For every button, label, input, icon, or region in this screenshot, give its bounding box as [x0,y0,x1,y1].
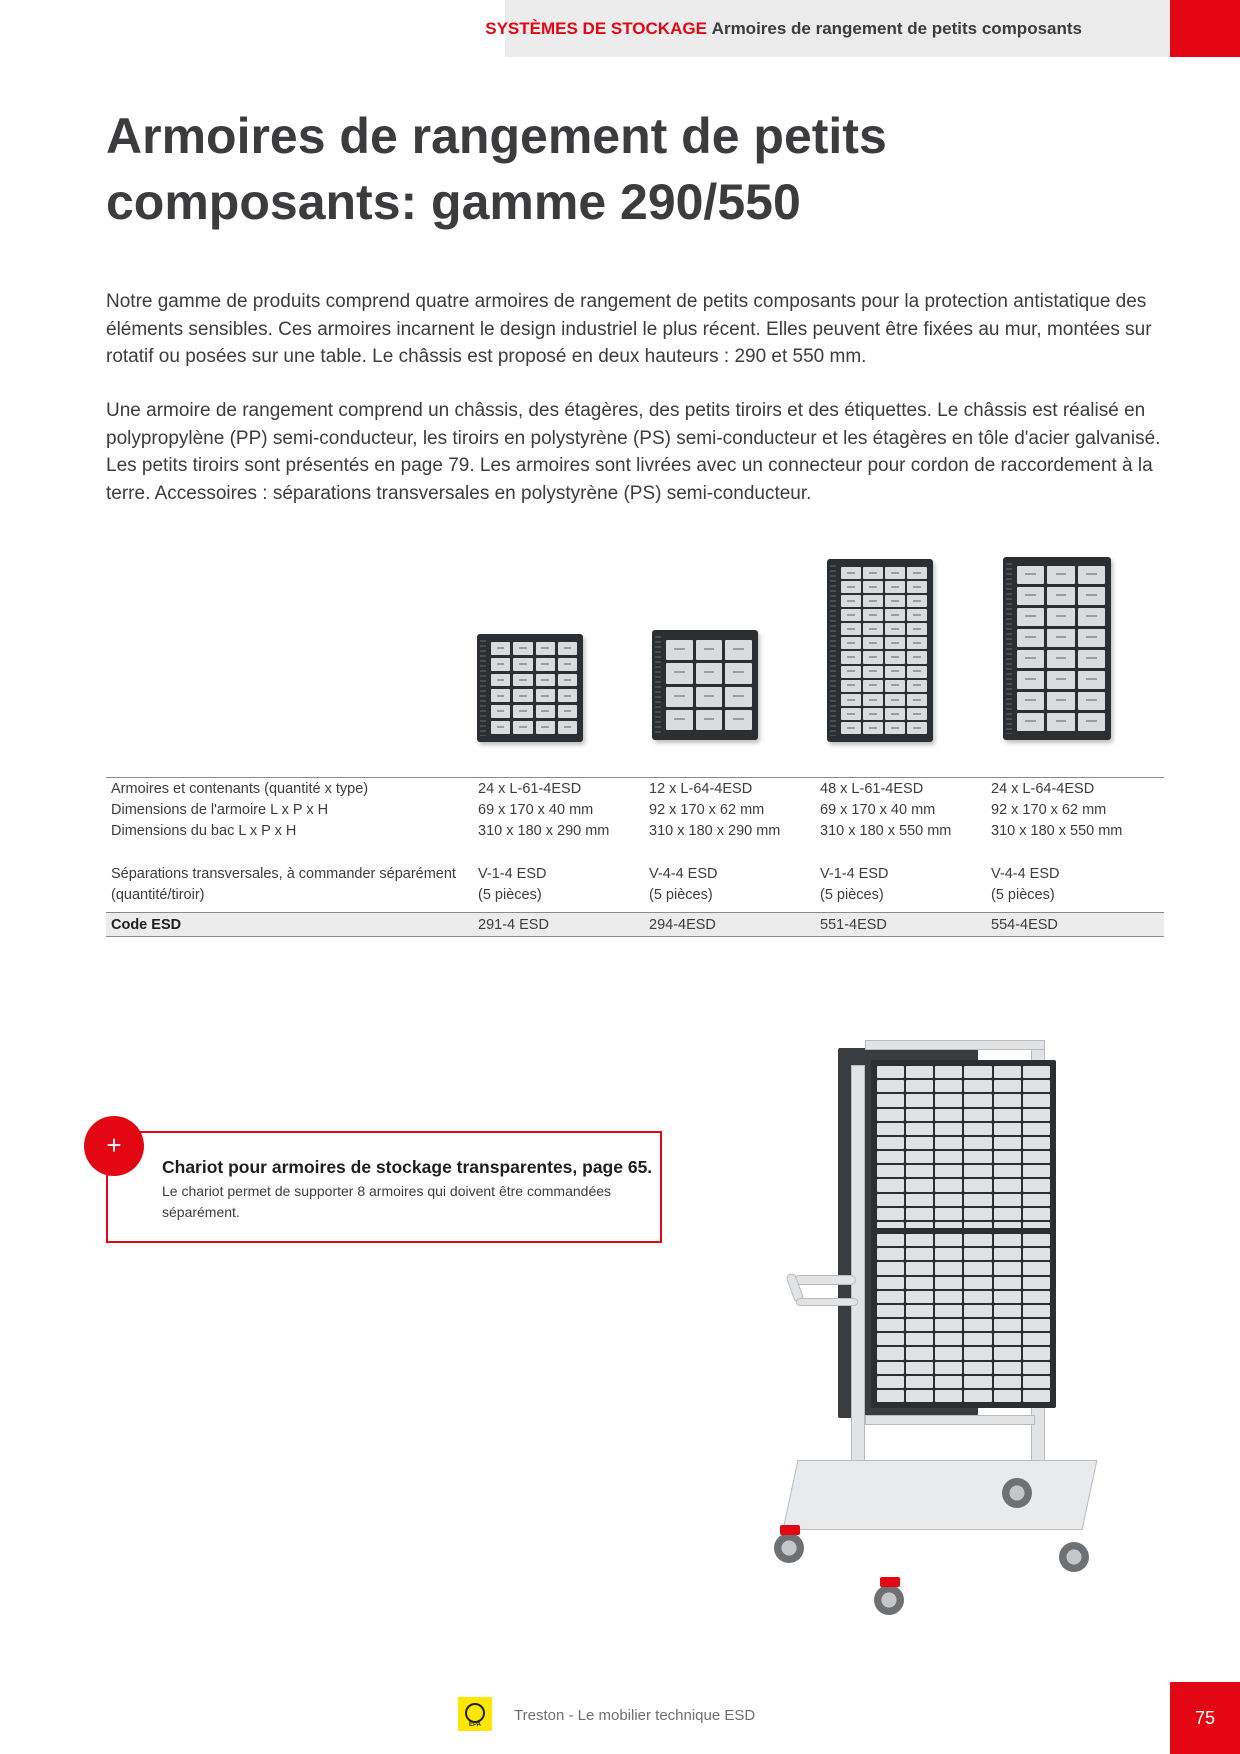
cell-divider-qty: (5 pièces) [478,887,542,903]
plus-icon: + [84,1116,144,1176]
cell-divider: V-4-4 ESD [649,866,718,882]
cabinet-image-294 [652,630,758,740]
cell-cabinet-dims: 69 x 170 x 40 mm [820,802,936,818]
cell-divider: V-1-4 ESD [820,866,889,882]
table-row [106,885,1164,906]
header-band [485,0,1170,57]
cell-divider: V-4-4 ESD [991,866,1060,882]
header-red-tab [1170,0,1240,57]
cell-cabinet-dims: 69 x 170 x 40 mm [478,802,594,818]
esd-logo-label: EPA [469,1722,481,1728]
description-paragraph: Une armoire de rangement comprend un châssis, des étagères, des petits tiroirs et des étiquettes. Le châssis est réalisé en polypropylène (PP) semi-conducteur, les tiroirs en polystyrène (PS) semi-conducteur et les étagères en tôle d'acier galvanisé. Les petits tiroirs sont présentés en page 79. Les armoires sont livrées avec un connecteur pour cordon de raccordement à la terre. Accessoires : séparations transversales en polystyrène (PS) semi-conducteur. [106,400,1161,504]
table-row-code [106,912,1164,937]
row-label-cabinet-dims: Dimensions de l'armoire L x P x H [111,802,329,818]
wheel-icon [774,1533,804,1563]
cell-cabinet-dims: 92 x 170 x 62 mm [649,802,765,818]
intro-paragraph: Notre gamme de produits comprend quatre armoires de rangement de petits composants pour la protection antistatique des éléments sensibles. Ces armoires incarnent le design industriel le plus récent. Elles peuvent être fixées au mur, montées sur rotatif ou posées sur une table. Le châssis est proposé en deux hauteurs : 290 et 550 mm. [106,291,1152,367]
callout-text: Le chariot permet de supporter 8 armoires qui doivent être commandées séparément. [162,1183,612,1220]
header-category: SYSTÈMES DE STOCKAGE [485,19,707,38]
row-label-contents: Armoires et contenants (quantité x type) [111,781,369,797]
running-header [485,19,1082,39]
cell-contents: 24 x L-61-4ESD [478,781,582,797]
table-row [106,821,1164,842]
cell-code: 291-4 ESD [478,917,549,933]
cell-cabinet-dims: 92 x 170 x 62 mm [991,802,1107,818]
callout-box [106,1131,662,1243]
table-row [106,800,1164,821]
cabinet-image-554 [1003,557,1111,740]
wheel-icon [1059,1542,1089,1572]
cell-code: 294-4ESD [649,917,716,933]
spec-table [106,777,1164,937]
trolley-image [776,1040,1116,1620]
cell-contents: 12 x L-64-4ESD [649,781,753,797]
wheel-icon [874,1585,904,1615]
cell-divider-qty: (5 pièces) [649,887,713,903]
cell-contents: 48 x L-61-4ESD [820,781,924,797]
cell-divider-qty: (5 pièces) [820,887,884,903]
cell-divider-qty: (5 pièces) [991,887,1055,903]
page-number: 75 [1170,1682,1240,1754]
cell-divider: V-1-4 ESD [478,866,547,882]
esd-logo-icon [458,1697,492,1731]
footer-text: Treston - Le mobilier technique ESD [514,1707,756,1724]
table-row [106,778,1164,800]
cell-bin-dims: 310 x 180 x 550 mm [820,823,952,839]
wheel-icon [1002,1478,1032,1508]
cabinet-image-291 [477,634,583,742]
row-label-bin-dims: Dimensions du bac L x P x H [111,823,297,839]
cell-contents: 24 x L-64-4ESD [991,781,1095,797]
row-label-code: Code ESD [111,917,182,933]
header-subtitle: Armoires de rangement de petits composants [711,19,1082,38]
cell-bin-dims: 310 x 180 x 550 mm [991,823,1123,839]
row-label-dividers-qty: (quantité/tiroir) [111,887,205,903]
cell-bin-dims: 310 x 180 x 290 mm [478,823,610,839]
callout-title: Chariot pour armoires de stockage transparentes, page 65. [162,1157,653,1177]
cell-bin-dims: 310 x 180 x 290 mm [649,823,781,839]
row-label-dividers: Séparations transversales, à commander séparément [111,866,456,882]
cell-code: 551-4ESD [820,917,887,933]
page-title: Armoires de rangement de petits composants: gamme 290/550 [106,108,887,230]
cabinet-image-551 [827,559,933,742]
table-row [106,864,1164,885]
cell-code: 554-4ESD [991,917,1058,933]
